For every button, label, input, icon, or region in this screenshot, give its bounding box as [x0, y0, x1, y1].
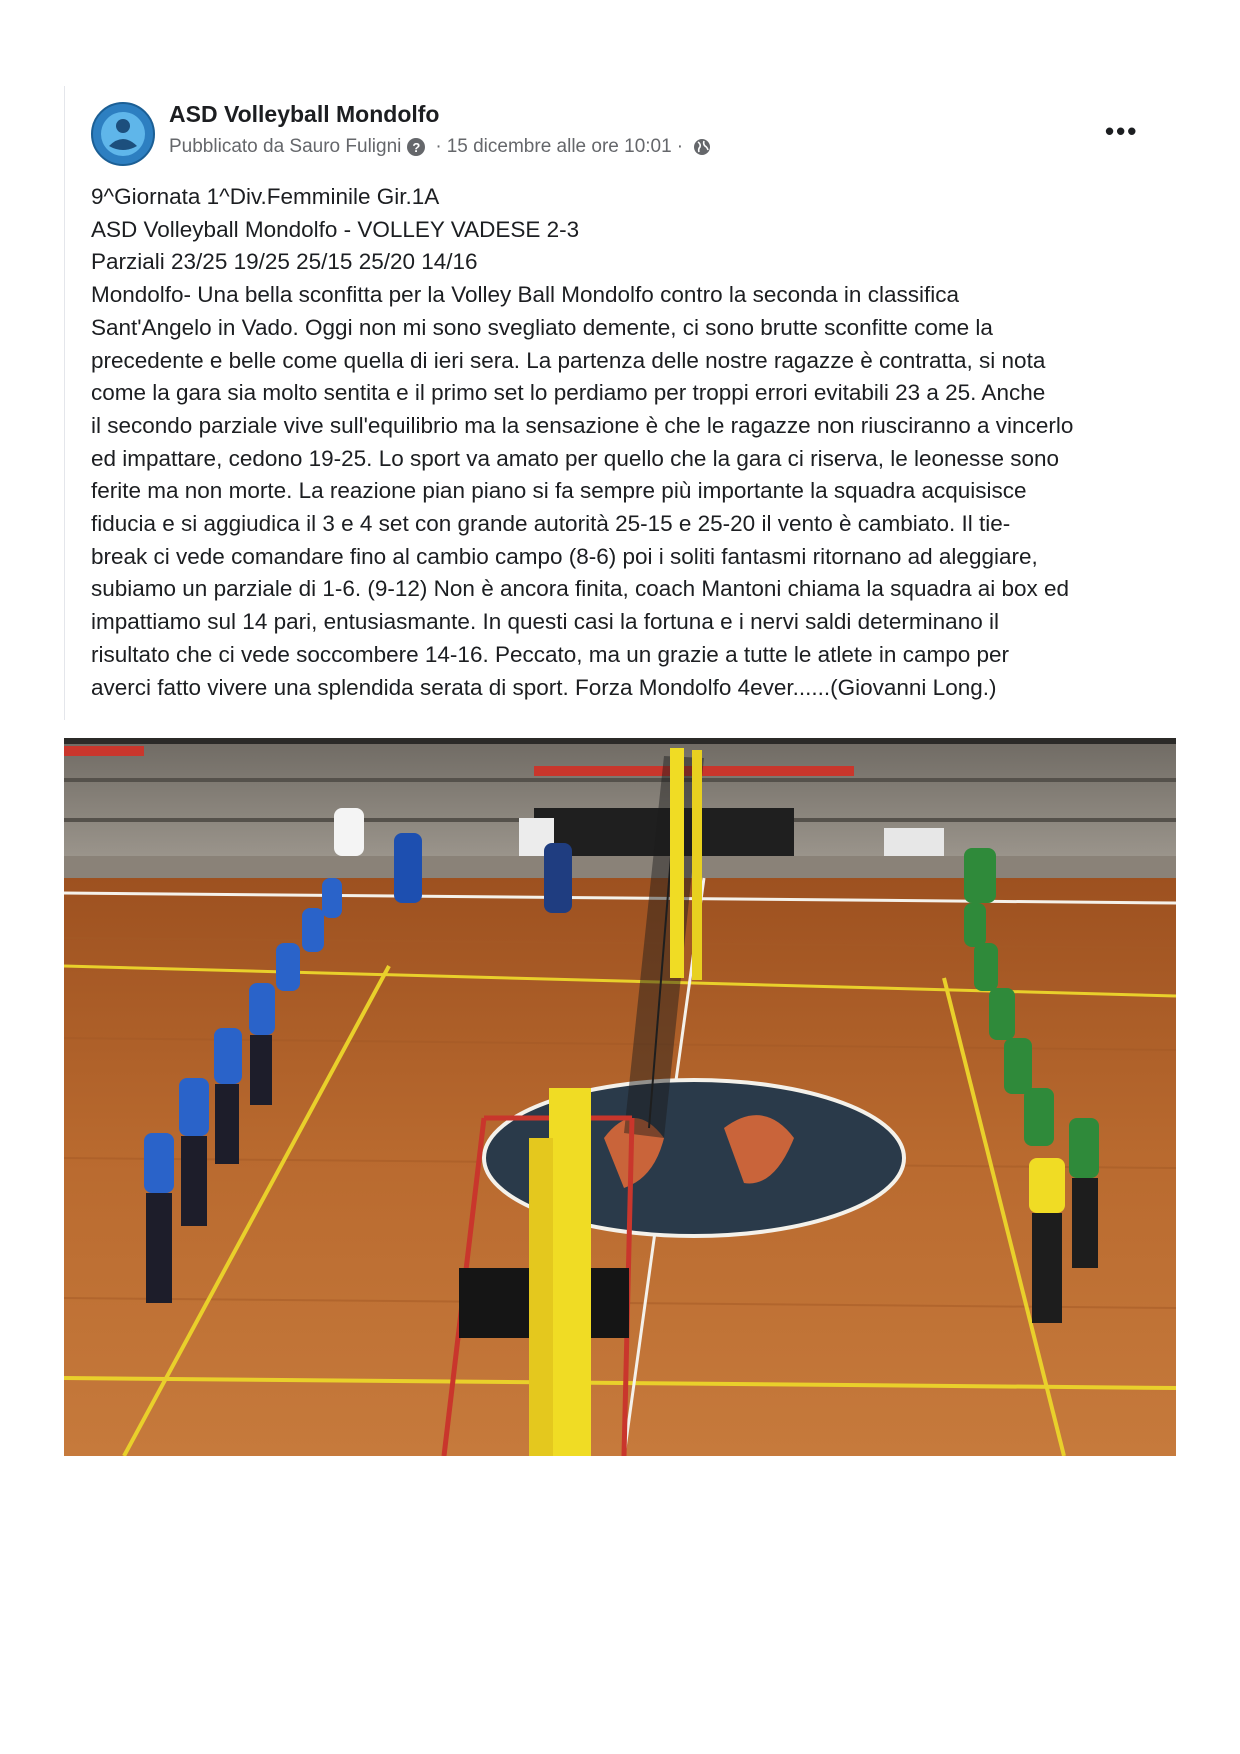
post-line: Mondolfo- Una bella sconfitta per la Volley Ball Mondolfo contro la seconda in classifica — [91, 282, 959, 308]
post-line: averci fatto vivere una splendida serata di sport. Forza Mondolfo 4ever......(Giovanni Long.) — [91, 674, 997, 700]
post-line: 9^Giornata 1^Div.Femminile Gir.1A — [91, 184, 440, 209]
page-name-link[interactable]: ASD Volleyball Mondolfo — [169, 101, 440, 127]
post-line: ed impattare, cedono 19-25. Lo sport va amato per quello che la gara ci riserva, le leonesse sono — [91, 445, 1060, 471]
post-line: il secondo parziale vive sull'equilibrio ma la sensazione è che le ragazze non riusciranno a vincerlo — [91, 412, 1074, 438]
post-date[interactable]: 15 dicembre alle ore 10:01 — [446, 136, 672, 157]
post-text — [91, 181, 1185, 704]
more-options-button[interactable]: ••• — [1105, 116, 1139, 146]
post-byline — [169, 136, 711, 158]
globe-icon[interactable] — [693, 138, 711, 156]
post-line: precedente e belle come quella di ieri sera. La partenza delle nostre ragazze è contratta, si nota — [91, 347, 1046, 373]
post-line: fiducia e si aggiudica il 3 e 4 set con grande autorità 25-15 e 25-20 il vento è cambiato. Il tie- — [91, 511, 1011, 537]
published-by-label[interactable]: Pubblicato da Sauro Fuligni — [169, 136, 402, 157]
post-line: break ci vede comandare fino al cambio campo (8-6) poi i soliti fantasmi ritornano ad aleggiare, — [91, 543, 1038, 569]
separator: · — [676, 136, 684, 157]
page-avatar[interactable] — [91, 102, 155, 166]
post-line: Parziali 23/25 19/25 25/15 25/20 14/16 — [91, 249, 478, 275]
post-line: risultato che ci vede soccombere 14-16. Peccato, ma un grazie a tutte le atlete in campo per — [91, 641, 1009, 667]
volleyball-court-image — [64, 738, 1176, 1456]
post-line: impattiamo sul 14 pari, entusiasmante. In questi casi la fortuna e i nervi saldi determinano il — [91, 609, 999, 635]
help-icon[interactable]: ? — [407, 138, 425, 156]
post-line: subiamo un parziale di 1-6. (9-12) Non è ancora finita, coach Mantoni chiama la squadra ai box ed — [91, 576, 1070, 602]
post-line: ferite ma non morte. La reazione pian piano si fa sempre più importante la squadra acquisisce — [91, 478, 1027, 504]
facebook-post — [64, 86, 1185, 720]
post-photo[interactable] — [64, 738, 1176, 1456]
post-line: Sant'Angelo in Vado. Oggi non mi sono svegliato demente, ci sono brutte sconfitte come la — [91, 314, 993, 340]
separator: · — [435, 136, 442, 157]
post-line: come la gara sia molto sentita e il primo set lo perdiamo per troppi errori evitabili 23 a 25. Anche — [91, 380, 1046, 406]
post-line: ASD Volleyball Mondolfo - VOLLEY VADESE 2-3 — [91, 216, 580, 242]
